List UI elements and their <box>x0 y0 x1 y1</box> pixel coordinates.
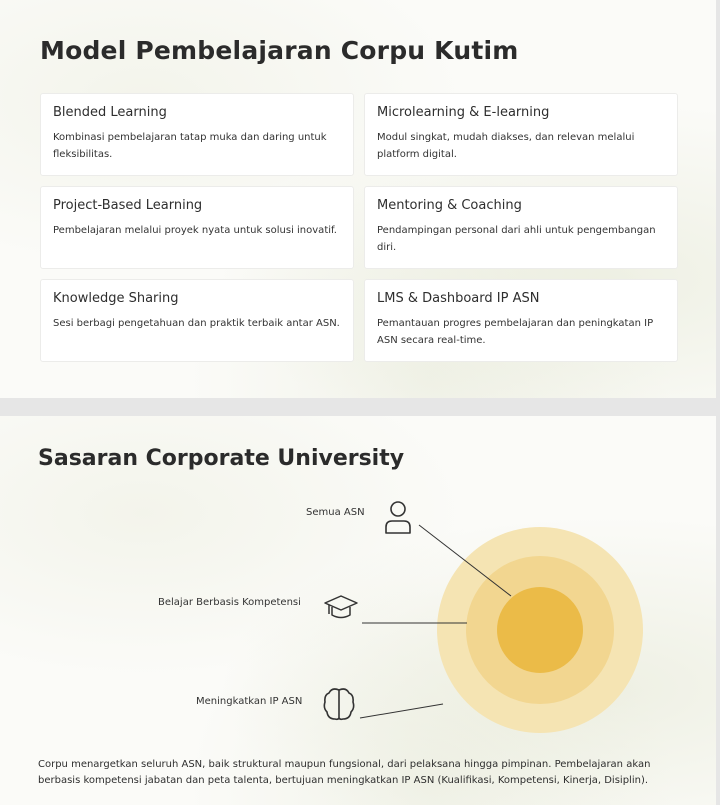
model-card-description: Pendampingan personal dari ahli untuk pengembangan diri. <box>377 225 656 253</box>
person-icon <box>383 500 413 536</box>
model-card-title: Microlearning & E-learning <box>377 105 550 120</box>
model-card <box>364 93 678 176</box>
model-card <box>40 93 354 176</box>
slide-targets <box>0 416 716 805</box>
model-card-title: Mentoring & Coaching <box>377 198 522 213</box>
model-card-description: Kombinasi pembelajaran tatap muka dan daring untuk fleksibilitas. <box>53 132 327 160</box>
model-card-grid <box>40 93 679 362</box>
section-title: Sasaran Corporate University <box>38 446 405 471</box>
target-label-ip-asn: Meningkatkan IP ASN <box>196 696 303 707</box>
model-card-title: Blended Learning <box>53 105 167 120</box>
model-card-description: Sesi berbagi pengetahuan dan praktik terbaik antar ASN. <box>53 318 340 329</box>
model-card-title: LMS & Dashboard IP ASN <box>377 291 540 306</box>
slide-learning-models <box>0 0 716 398</box>
inner-circle <box>497 587 583 673</box>
targets-description: Corpu menargetkan seluruh ASN, baik struktural maupun fungsional, dari pelaksana hingga pimpinan. Pembelajaran akan berbasis kompetensi jabatan dan peta talenta, bertujuan meningkatkan IP ASN (Kualifikasi, Kompetensi, Kinerja, Disiplin). <box>38 759 651 786</box>
model-card-description: Pembelajaran melalui proyek nyata untuk solusi inovatif. <box>53 225 337 236</box>
model-card <box>40 186 354 269</box>
model-card-title: Project-Based Learning <box>53 198 203 213</box>
model-card <box>40 279 354 362</box>
target-label-competency: Belajar Berbasis Kompetensi <box>158 597 301 608</box>
model-card-description: Modul singkat, mudah diakses, dan relevan melalui platform digital. <box>377 132 635 160</box>
brain-icon <box>322 686 356 722</box>
model-card-title: Knowledge Sharing <box>53 291 179 306</box>
target-label-all-asn: Semua ASN <box>306 507 365 518</box>
model-card <box>364 279 678 362</box>
page-title: Model Pembelajaran Corpu Kutim <box>40 36 519 65</box>
model-card <box>364 186 678 269</box>
graduation-cap-icon <box>323 594 359 622</box>
connector-line-3 <box>360 704 443 718</box>
model-card-description: Pemantauan progres pembelajaran dan peningkatan IP ASN secara real-time. <box>377 318 654 346</box>
